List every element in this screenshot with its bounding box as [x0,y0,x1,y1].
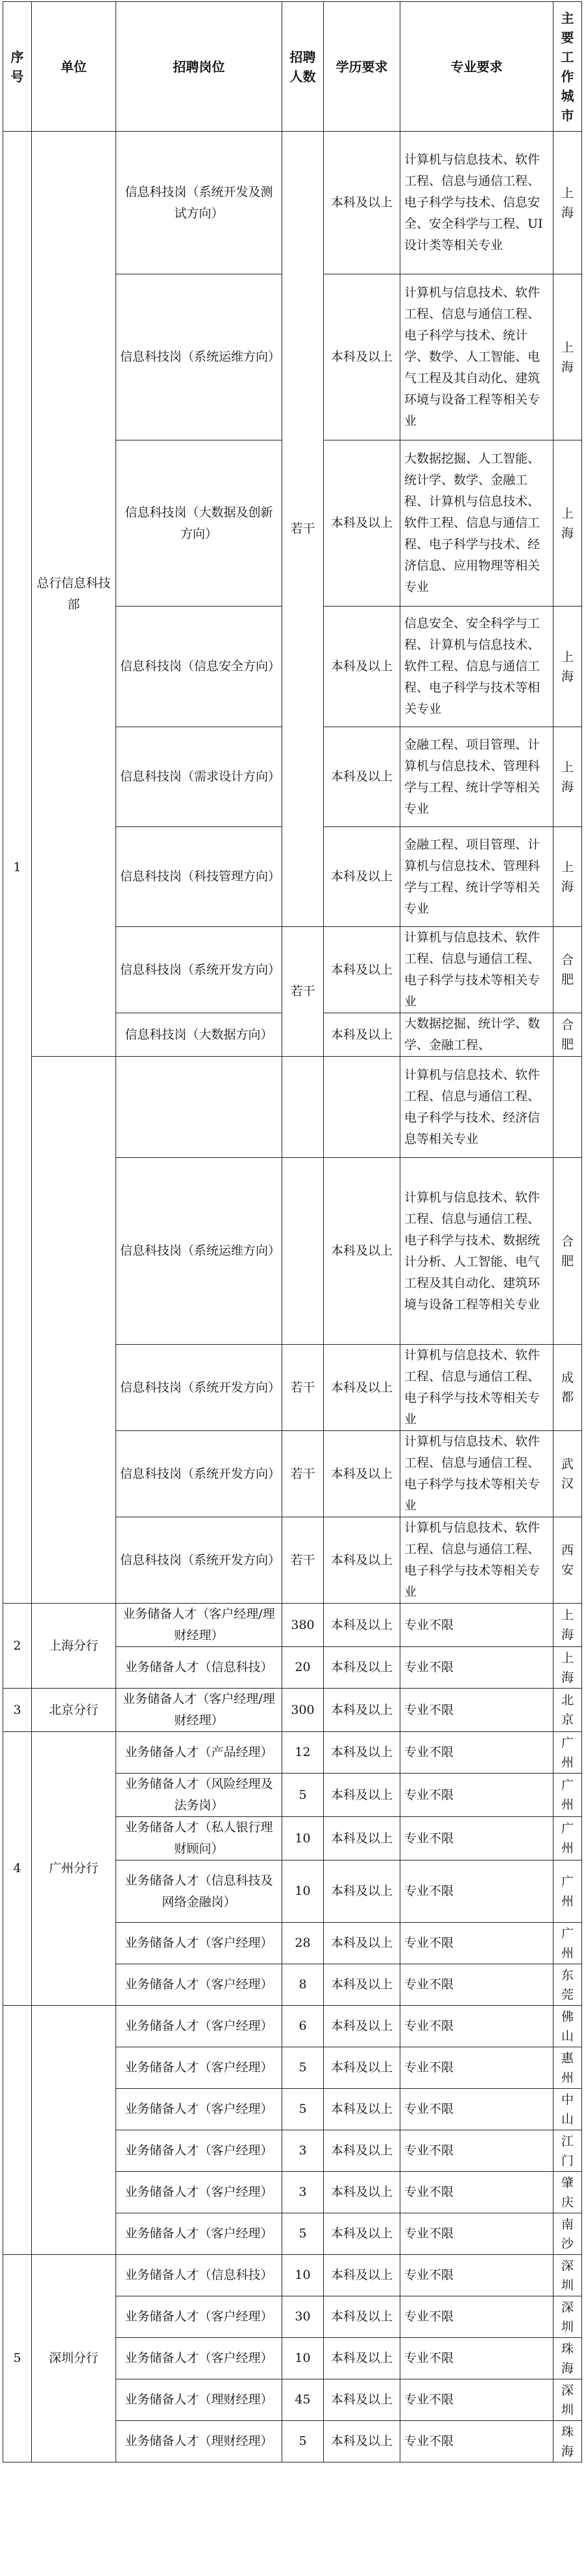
city-cell: 武汉 [554,1431,582,1517]
count-cell: 若干 [282,1517,324,1604]
position-cell: 信息科技岗（系统开发方向） [116,1517,282,1604]
group-unit-cont [32,1057,116,1604]
education-cell: 本科及以上 [324,1647,400,1689]
group-seq: 4 [3,1732,32,2006]
city-cell [554,1057,582,1158]
education-cell: 本科及以上 [324,2296,400,2338]
count-cell: 300 [282,1689,324,1732]
major-cell: 专业不限 [400,2089,554,2130]
city-cell: 江门 [554,2130,582,2172]
city-cell: 合肥 [554,927,582,1013]
city-cell: 合肥 [554,1158,582,1345]
education-cell: 本科及以上 [324,1860,400,1923]
major-cell: 专业不限 [400,1860,554,1923]
count-cell: 10 [282,1860,324,1923]
position-cell: 业务储备人才（信息科技） [116,2255,282,2296]
city-cell: 中山 [554,2089,582,2130]
major-cell: 专业不限 [400,2338,554,2379]
major-cell: 专业不限 [400,1774,554,1817]
city-cell: 深圳 [554,2379,582,2421]
major-cell: 专业不限 [400,2379,554,2421]
position-cell: 信息科技岗（系统开发及测试方向） [116,132,282,274]
position-cell: 业务储备人才（客户经理） [116,2213,282,2255]
count-cell: 若干 [282,1345,324,1431]
major-cell: 专业不限 [400,2047,554,2089]
count-cell: 3 [282,2172,324,2213]
major-cell: 信息安全、安全科学与工程、计算机与信息技术、软件工程、信息与通信工程、电子科学与技术等相关专业 [400,607,554,727]
education-cell: 本科及以上 [324,1345,400,1431]
city-cell: 广州 [554,1732,582,1774]
education-cell: 本科及以上 [324,1431,400,1517]
city-cell: 深圳 [554,2296,582,2338]
city-cell: 广州 [554,1860,582,1923]
major-cell: 专业不限 [400,2130,554,2172]
education-cell: 本科及以上 [324,2089,400,2130]
education-cell: 本科及以上 [324,1013,400,1057]
group-unit: 广州分行 [32,1732,116,2006]
education-cell: 本科及以上 [324,132,400,274]
major-cell: 专业不限 [400,1604,554,1647]
city-cell: 上海 [554,727,582,827]
major-cell: 专业不限 [400,1923,554,1964]
education-cell: 本科及以上 [324,2213,400,2255]
city-cell: 西安 [554,1517,582,1604]
count-cell: 10 [282,1817,324,1860]
city-cell: 上海 [554,132,582,274]
city-cell: 上海 [554,1647,582,1689]
group-seq-cont [3,2006,32,2255]
major-cell: 专业不限 [400,2172,554,2213]
position-cell: 信息科技岗（科技管理方向） [116,827,282,927]
group-unit-cont [32,2006,116,2255]
city-cell: 肇庆 [554,2172,582,2213]
education-cell: 本科及以上 [324,1923,400,1964]
group-unit: 深圳分行 [32,2255,116,2462]
header-education: 学历要求 [324,2,400,132]
count-cell: 6 [282,2006,324,2047]
header-seq: 序号 [3,2,32,132]
count-cell: 若干 [282,132,324,927]
major-cell: 计算机与信息技术、软件工程、信息与通信工程、电子科学与技术等相关专业 [400,1345,554,1431]
count-cell: 30 [282,2296,324,2338]
city-cell: 上海 [554,274,582,440]
city-cell: 上海 [554,827,582,927]
position-cell: 业务储备人才（客户经理） [116,2089,282,2130]
major-cell: 大数据挖掘、人工智能、统计学、数学、金融工程、计算机与信息技术、软件工程、信息与通信工程、电子科学与技术、经济信息、应用物理等相关专业 [400,440,554,607]
table-row [3,1604,582,1647]
position-cell: 业务储备人才（客户经理） [116,2047,282,2089]
education-cell: 本科及以上 [324,1817,400,1860]
city-cell: 成都 [554,1345,582,1431]
count-cell: 45 [282,2379,324,2421]
education-cell: 本科及以上 [324,927,400,1013]
header-major: 专业要求 [400,2,554,132]
position-cell: 业务储备人才（客户经理/理财经理） [116,1604,282,1647]
major-cell: 专业不限 [400,2421,554,2462]
table-row [3,2006,582,2047]
major-cell: 金融工程、项目管理、计算机与信息技术、管理科学与工程、统计学等相关专业 [400,827,554,927]
city-cell: 佛山 [554,2006,582,2047]
table-row [3,1732,582,1774]
major-cell: 专业不限 [400,1689,554,1732]
recruitment-table [3,1,582,2462]
education-cell: 本科及以上 [324,1604,400,1647]
major-cell: 专业不限 [400,2296,554,2338]
group-seq: 1 [3,132,32,1604]
major-cell: 计算机与信息技术、软件工程、信息与通信工程、电子科学与技术等相关专业 [400,1431,554,1517]
position-cell: 业务储备人才（客户经理） [116,2172,282,2213]
education-cell: 本科及以上 [324,727,400,827]
position-cell: 业务储备人才（客户经理） [116,2006,282,2047]
education-cell: 本科及以上 [324,2047,400,2089]
education-cell: 本科及以上 [324,827,400,927]
position-cell: 信息科技岗（系统运维方向） [116,1158,282,1345]
table-row [3,132,582,274]
position-cell: 业务储备人才（理财经理） [116,2421,282,2462]
position-cell: 业务储备人才（信息科技及网络金融岗） [116,1860,282,1923]
education-cell: 本科及以上 [324,2255,400,2296]
major-cell: 专业不限 [400,2006,554,2047]
city-cell: 合肥 [554,1013,582,1057]
position-cell: 信息科技岗（系统运维方向） [116,274,282,440]
city-cell: 珠海 [554,2338,582,2379]
major-cell: 大数据挖掘、统计学、数学、金融工程、 [400,1013,554,1057]
education-cell: 本科及以上 [324,2172,400,2213]
education-cell: 本科及以上 [324,1964,400,2006]
count-cell: 5 [282,1774,324,1817]
education-cell: 本科及以上 [324,2006,400,2047]
major-cell: 计算机与信息技术、软件工程、信息与通信工程、电子科学与技术、数据统计分析、人工智能、电气工程及其自动化、建筑环境与设备工程等相关专业 [400,1158,554,1345]
group-unit: 总行信息科技部 [32,132,116,1057]
major-cell: 专业不限 [400,1817,554,1860]
position-cell: 业务储备人才（理财经理） [116,2379,282,2421]
count-cell: 380 [282,1604,324,1647]
count-cell: 8 [282,1964,324,2006]
table-row [3,1689,582,1732]
city-cell: 东莞 [554,1964,582,2006]
position-cell: 业务储备人才（客户经理/理财经理） [116,1689,282,1732]
header-row [3,2,582,132]
major-cell: 专业不限 [400,1647,554,1689]
position-cell: 信息科技岗（系统开发方向） [116,1431,282,1517]
education-cell: 本科及以上 [324,2421,400,2462]
position-cell: 业务储备人才（客户经理） [116,1964,282,2006]
major-cell: 专业不限 [400,2255,554,2296]
position-cell: 信息科技岗（需求设计方向） [116,727,282,827]
city-cell: 北京 [554,1689,582,1732]
header-city: 主要工作城市 [554,2,582,132]
group-seq: 3 [3,1689,32,1732]
education-cell: 本科及以上 [324,440,400,607]
major-cell: 专业不限 [400,2213,554,2255]
city-cell: 广州 [554,1817,582,1860]
education-cell: 本科及以上 [324,274,400,440]
city-cell: 上海 [554,607,582,727]
count-cell: 5 [282,2089,324,2130]
count-cell [282,1158,324,1345]
city-cell: 深圳 [554,2255,582,2296]
major-cell: 计算机与信息技术、软件工程、信息与通信工程、电子科学与技术、经济信息等相关专业 [400,1057,554,1158]
count-cell: 20 [282,1647,324,1689]
position-cell: 信息科技岗（大数据及创新方向） [116,440,282,607]
education-cell: 本科及以上 [324,1689,400,1732]
position-cell: 业务储备人才（私人银行理财顾问） [116,1817,282,1860]
position-cell: 信息科技岗（系统开发方向） [116,1345,282,1431]
position-cell: 业务储备人才（风险经理及法务岗） [116,1774,282,1817]
education-cell: 本科及以上 [324,2379,400,2421]
count-cell: 10 [282,2255,324,2296]
major-cell: 计算机与信息技术、软件工程、信息与通信工程、电子科学与技术等相关专业 [400,927,554,1013]
table-row [3,2255,582,2296]
count-cell: 若干 [282,1431,324,1517]
position-cell: 信息科技岗（系统开发方向） [116,927,282,1013]
count-cell: 12 [282,1732,324,1774]
education-cell: 本科及以上 [324,2338,400,2379]
count-cell: 5 [282,2213,324,2255]
group-unit: 北京分行 [32,1689,116,1732]
group-seq: 2 [3,1604,32,1689]
header-position: 招聘岗位 [116,2,282,132]
count-cell: 5 [282,2047,324,2089]
education-cell: 本科及以上 [324,1158,400,1345]
position-cell [116,1057,282,1158]
education-cell: 本科及以上 [324,607,400,727]
city-cell: 南沙 [554,2213,582,2255]
education-cell: 本科及以上 [324,1517,400,1604]
count-cell: 28 [282,1923,324,1964]
major-cell: 计算机与信息技术、软件工程、信息与通信工程、电子科学与技术等相关专业 [400,1517,554,1604]
major-cell: 专业不限 [400,1964,554,2006]
position-cell: 信息科技岗（大数据方向） [116,1013,282,1057]
education-cell: 本科及以上 [324,1732,400,1774]
city-cell: 广州 [554,1923,582,1964]
position-cell: 业务储备人才（客户经理） [116,2296,282,2338]
table-row [3,1057,582,1158]
position-cell: 信息科技岗（信息安全方向） [116,607,282,727]
count-cell: 10 [282,2338,324,2379]
city-cell: 上海 [554,440,582,607]
group-seq: 5 [3,2255,32,2462]
header-count: 招聘人数 [282,2,324,132]
position-cell: 业务储备人才（产品经理） [116,1732,282,1774]
count-cell [282,1057,324,1158]
position-cell: 业务储备人才（客户经理） [116,2338,282,2379]
city-cell: 惠州 [554,2047,582,2089]
position-cell: 业务储备人才（客户经理） [116,1923,282,1964]
count-cell: 若干 [282,927,324,1057]
major-cell: 金融工程、项目管理、计算机与信息技术、管理科学与工程、统计学等相关专业 [400,727,554,827]
major-cell: 专业不限 [400,1732,554,1774]
major-cell: 计算机与信息技术、软件工程、信息与通信工程、电子科学与技术、信息安全、安全科学与工程、UI设计类等相关专业 [400,132,554,274]
group-unit: 上海分行 [32,1604,116,1689]
education-cell: 本科及以上 [324,1774,400,1817]
city-cell: 广州 [554,1774,582,1817]
count-cell: 3 [282,2130,324,2172]
count-cell: 5 [282,2421,324,2462]
education-cell [324,1057,400,1158]
city-cell: 珠海 [554,2421,582,2462]
position-cell: 业务储备人才（客户经理） [116,2130,282,2172]
position-cell: 业务储备人才（信息科技） [116,1647,282,1689]
header-unit: 单位 [32,2,116,132]
major-cell: 计算机与信息技术、软件工程、信息与通信工程、电子科学与技术、统计学、数学、人工智能、电气工程及其自动化、建筑环境与设备工程等相关专业 [400,274,554,440]
education-cell: 本科及以上 [324,2130,400,2172]
city-cell: 上海 [554,1604,582,1647]
